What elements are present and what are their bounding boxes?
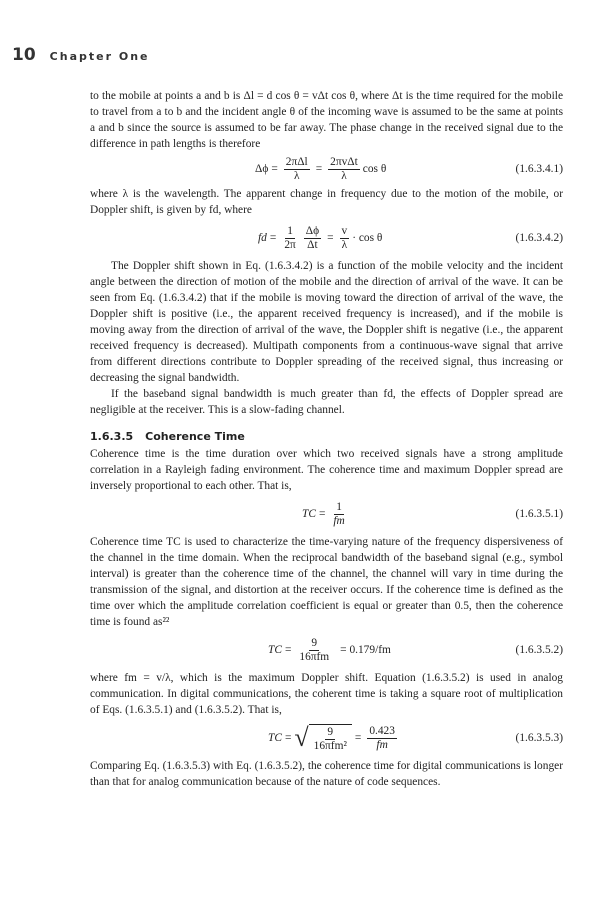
page-header [12, 45, 150, 65]
eq-denominator: λ [341, 238, 348, 251]
eq-numerator: 2πΔl [285, 155, 308, 168]
paragraph: If the baseband signal bandwidth is much greater than fd, the effects of Doppler spread are negligible at the receiver. This is a slow-fading channel. [90, 388, 563, 416]
section-title: Coherence Time [145, 430, 245, 443]
eq-numerator: v [341, 224, 348, 237]
eq-denominator: Δt [307, 238, 318, 251]
paragraph: Comparing Eq. (1.6.3.5.3) with Eq. (1.6.3.5.2), the coherence time for digital communications is longer than that for analog communication because of the nature of code sequences. [90, 760, 563, 788]
eq-numerator: 0.423 [369, 724, 395, 737]
paragraph: Coherence time is the time duration over which two received signals have a strong amplitude correlation in a Rayleigh fading environment. The coherence time and maximum Doppler spread are inversely proportional to each other. That is, [90, 448, 563, 492]
eq-tail: · cos θ [352, 232, 383, 244]
eq-lhs: TC [268, 732, 282, 744]
eq-denominator: 16πfm² [313, 739, 347, 752]
eq-lhs: TC [268, 644, 282, 656]
eq-denominator: λ [341, 169, 347, 182]
equation-number: (1.6.3.4.1) [515, 163, 563, 175]
equation-1-6-3-5-2: TC = $\frac{9}{\text{16πfm}}$ = 0.179/fm (1.6.3.5.2) [268, 636, 563, 663]
page-number: 10 [12, 45, 36, 65]
equation-number: (1.6.3.4.2) [515, 232, 563, 244]
chapter-title: Chapter One [49, 50, 150, 63]
eq-denominator: 16πfm [299, 650, 330, 663]
eq-operator: = [271, 163, 278, 175]
section-heading [90, 429, 563, 445]
eq-denominator: fm [376, 738, 388, 751]
eq-numerator: 9 [327, 725, 334, 738]
paragraph: where λ is the wavelength. The apparent change in frequency due to the motion of the mobile, or Doppler shift, is given by fd, where [90, 188, 563, 216]
eq-denominator: fm [333, 514, 345, 527]
eq-numerator: 1 [336, 500, 342, 513]
eq-rhs: = 0.179/fm [340, 644, 391, 656]
equation-number: (1.6.3.5.2) [515, 644, 563, 656]
paragraph: to the mobile at points a and b is Δl = d cos θ = vΔt cos θ, where Δt is the time required for the mobile to travel from a to b and the incident angle θ of the incoming wave is assumed to be the same at points a and b since the source is assumed to be far away. The phase change in the received signal due to the difference in path lengths is therefore [90, 90, 563, 150]
eq-lhs: TC [302, 508, 316, 520]
eq-denominator: λ [293, 169, 300, 182]
eq-lhs: fd [258, 232, 267, 244]
equation-1-6-3-4-1: Δϕ = $\frac{\text{2πΔl}}{\lambda}$ = $\frac{\text{2πvΔt}}{\lambda}$ cos θ (1.6.3.4.1) [255, 155, 563, 182]
eq-numerator: Δϕ [305, 224, 320, 237]
section-number: 1.6.3.5 [90, 430, 134, 443]
equation-1-6-3-5-1: TC = $\frac{1}{fm}$ (1.6.3.5.1) [302, 500, 563, 527]
paragraph: where fm = v/λ, which is the maximum Doppler shift. Equation (1.6.3.5.2) is used in analog communication. In digital communications, the coherent time is taking a square root of multiplication of Eqs. (1.6.3.5.1) and (1.6.3.5.2). That is, [90, 672, 563, 716]
paragraph: The Doppler shift shown in Eq. (1.6.3.4.2) is a function of the mobile velocity and the incident angle between the direction of motion of the mobile and the direction of arrival of the wave. It can be seen from Eq. (1.6.3.4.2) that if the mobile is moving toward the direction of arrival of the wave, the Doppler shift is positive (i.e., the apparent received frequency is increased), and if the mobile is moving away from the direction of arrival of the wave, the Doppler shift is negative (i.e., the apparent received frequency is decreased). Multipath components from a continuous-wave signal that arrive from different directions contribute to Doppler spreading of the received signal, thus increasing or decreasing the signal bandwidth. [90, 260, 563, 384]
eq-numerator: 9 [311, 636, 318, 649]
eq-numerator: 1 [287, 224, 293, 237]
equation-number: (1.6.3.5.1) [515, 508, 563, 520]
eq-tail: cos θ [362, 163, 387, 175]
equation-1-6-3-5-3: TC = √ $\frac{9}{\text{16πfm²}}$ = $\frac{0.423}{fm}$ (1.6.3.5.3) [268, 723, 563, 752]
eq-numerator: 2πvΔt [330, 155, 358, 168]
equation-1-6-3-4-2: fd = $\frac{1}{2\pi}$ $\frac{\Delta\phi}{\Delta t}$ = $\frac{v}{\lambda}$ · cos θ (1.6.3.4.2) [258, 224, 563, 251]
paragraph: Coherence time TC is used to characterize the time-varying nature of the frequency dispersiveness of the channel in the time domain. When the reciprocal bandwidth of the baseband signal (e.g., symbol interval) is greater than the coherence time of the channel, the channel will vary in time during the transmission of the signal, and distortion at the receiver occurs. If the coherence time is defined as the time over which the amplitude correlation coefficient is equal or greater than 0.5, then the coherence time is found as²² [90, 536, 563, 628]
eq-lhs: Δϕ [255, 163, 269, 175]
page-body [90, 88, 563, 790]
equation-number: (1.6.3.5.3) [515, 732, 563, 744]
eq-denominator: 2π [284, 238, 296, 251]
